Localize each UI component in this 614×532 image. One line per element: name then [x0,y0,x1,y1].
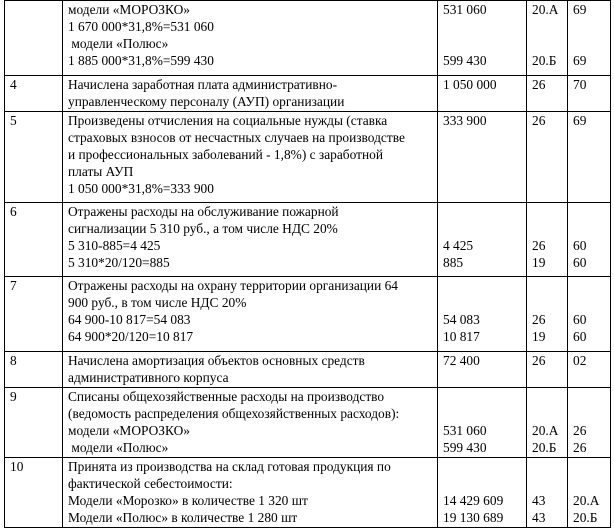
amount-cell: 531 060 599 430 [438,388,527,458]
credit-account-cell: 26 26 [568,388,611,458]
debit-account-cell: 26 19 [527,203,568,277]
debit-account-cell: 26 [527,76,568,112]
description-line: модели «МОРОЗКО» [68,2,190,17]
credit-account-cell: 60 60 [568,203,611,277]
entry-description-cell [63,1,438,76]
credit-account-cell: 20.А 20.Б [568,458,611,528]
description-line: модели «Полюс» [68,36,169,51]
entry-description-cell: Списаны общехозяйственные расходы на производство (ведомость распределения общехозяйственных расходов): модели «МОРОЗКО» модели «Полюс» [63,388,438,458]
amount-cell: 54 083 10 817 [438,277,527,352]
entry-description-cell: Отражены расходы на обслуживание пожарной сигнализации 5 310 руб., а том числе НДС 20% 5 310-885=4 425 5 310*20/120=885 [63,203,438,277]
credit-account-cell: 02 [568,352,611,388]
table-row [5,1,611,76]
amount-cell: 72 400 [438,352,527,388]
amount-cell: 14 429 609 19 130 689 [438,458,527,528]
entry-description-cell: Произведены отчисления на социальные нужды (ставка страховых взносов от несчастных случаев на производстве и профессиональных заболеваний - 1,8%) с заработной платы АУП 1 050 000*31,8%=333 900 [63,112,438,203]
table-row [5,76,611,112]
amount-cell: 531 060 599 430 [438,1,527,76]
debit-account-cell: 26 [527,112,568,203]
table-row [5,112,611,203]
debit-account-cell: 26 19 [527,277,568,352]
credit-account-cell: 60 60 [568,277,611,352]
description-line: 1 885 000*31,8%=599 430 [68,53,214,68]
entry-number-cell: 9 [5,388,63,458]
table-row [5,277,611,352]
credit-account-cell: 70 [568,76,611,112]
entry-number-cell: 7 [5,277,63,352]
entry-number-cell: 4 [5,76,63,112]
entry-number-cell [5,1,63,76]
table-row [5,203,611,277]
entry-description-cell: Начислена амортизация объектов основных средств административного корпуса [63,352,438,388]
debit-account-cell: 20.А 20.Б [527,1,568,76]
credit-account-cell: 69 [568,112,611,203]
entry-description-cell: Отражены расходы на охрану территории организации 64 900 руб., в том числе НДС 20% 64 900-10 817=54 083 64 900*20/120=10 817 [63,277,438,352]
table-row [5,458,611,528]
credit-account-cell: 69 69 [568,1,611,76]
entry-description-cell: Принята из производства на склад готовая продукция по фактической себестоимости: Модели «Морозко» в количестве 1 320 шт Модели «Полюс» в количестве 1 280 шт [63,458,438,528]
amount-cell: 1 050 000 [438,76,527,112]
debit-account-cell: 20.А 20.Б [527,388,568,458]
entry-number-cell: 8 [5,352,63,388]
description-line: 1 670 000*31,8%=531 060 [68,19,214,34]
table-row [5,352,611,388]
entry-number-cell: 10 [5,458,63,528]
debit-account-cell: 43 43 [527,458,568,528]
amount-cell: 4 425 885 [438,203,527,277]
entry-number-cell: 5 [5,112,63,203]
entry-number-cell: 6 [5,203,63,277]
table-row [5,388,611,458]
entry-description-cell: Начислена заработная плата административно- управленческому персоналу (АУП) организации [63,76,438,112]
debit-account-cell: 26 [527,352,568,388]
amount-cell: 333 900 [438,112,527,203]
journal-entries-table [4,0,611,528]
